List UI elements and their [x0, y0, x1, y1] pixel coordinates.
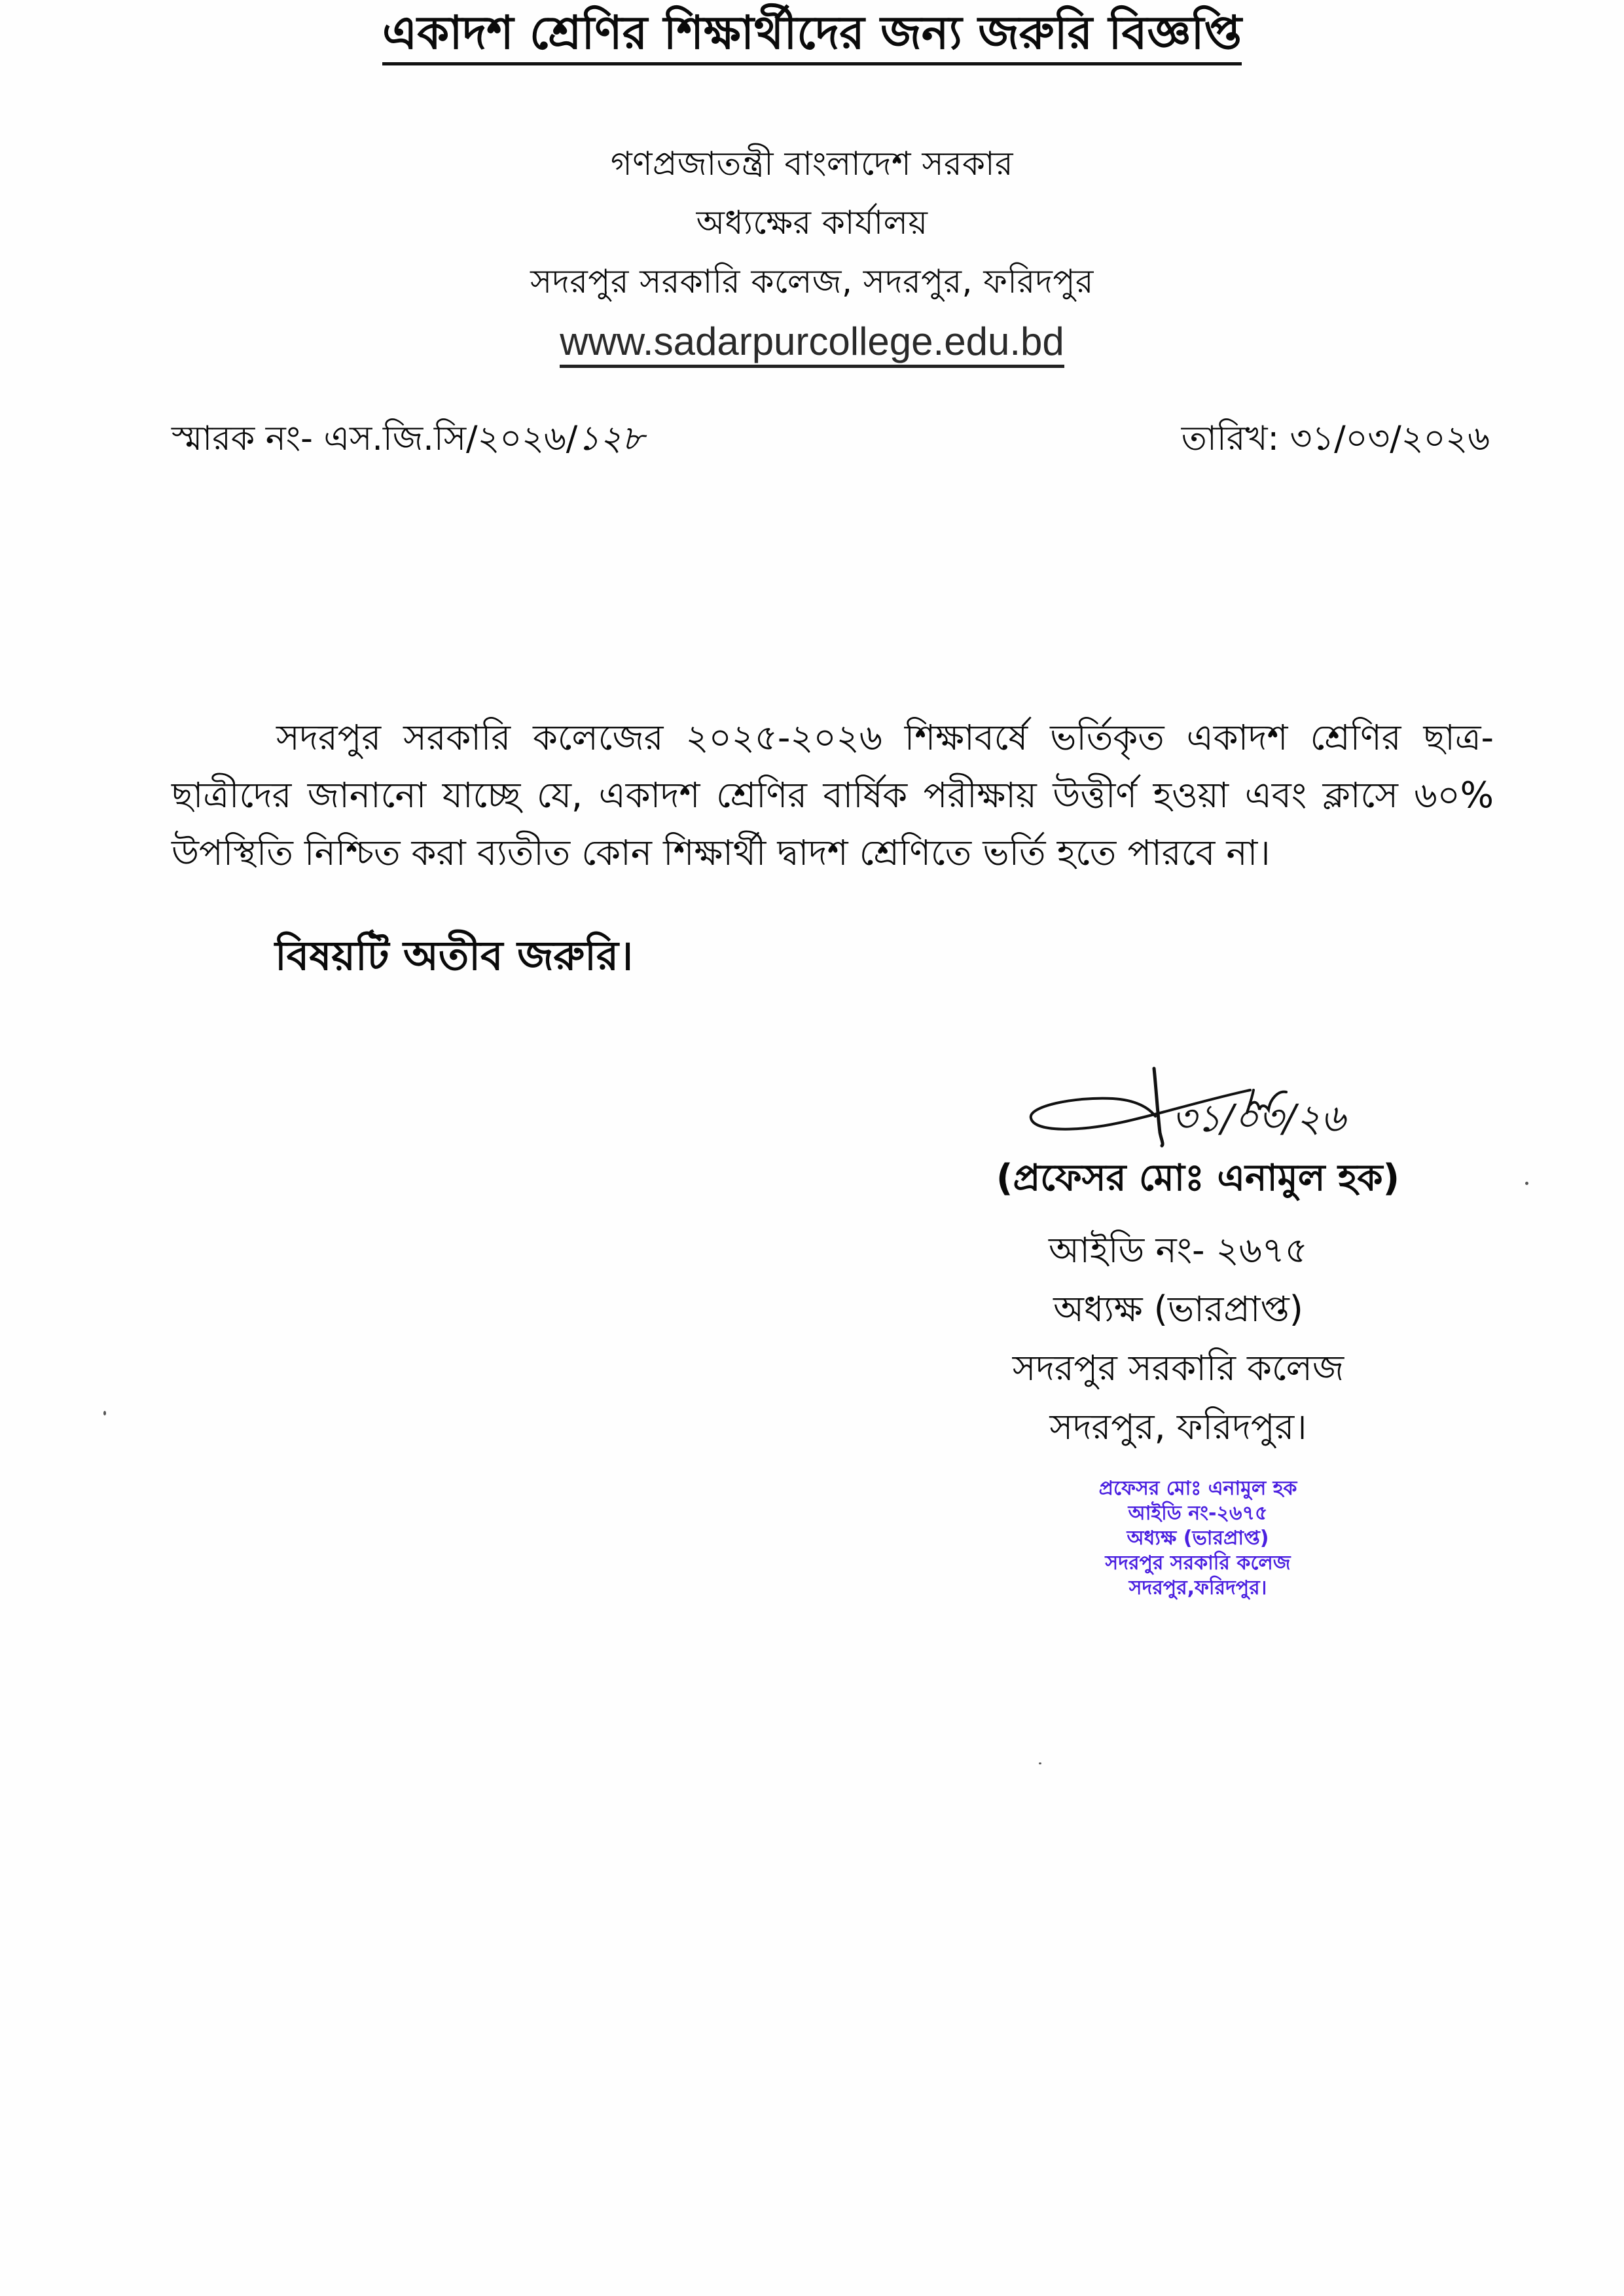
official-seal-stamp: [1021, 1476, 1375, 1601]
government-heading: গণপ্রজাতন্ত্রী বাংলাদেশ সরকার: [611, 145, 1013, 183]
office-heading: অধ্যক্ষের কার্যালয়: [696, 204, 928, 242]
urgency-statement: বিষয়টি অতীব জরুরি।: [275, 932, 634, 979]
notice-body: [171, 709, 1494, 882]
stamp-line: আইডি নং-২৬৭৫: [1128, 1502, 1268, 1525]
notice-title-container: [0, 0, 1624, 65]
memo-number-handwritten: ১২৮: [577, 419, 644, 458]
signatory-name: (প্রফেসর মোঃ এনামুল হক): [996, 1157, 1400, 1199]
signatory-designation: অধ্যক্ষ (ভারপ্রাপ্ত): [1053, 1288, 1303, 1330]
notice-body-text: সদরপুর সরকারি কলেজের ২০২৫-২০২৬ শিক্ষাবর্ষে ভর্তিকৃত একাদশ শ্রেণির ছাত্র-ছাত্রীদের জানানো যাচ্ছে যে, একাদশ শ্রেণির বার্ষিক পরীক্ষায় উত্তীর্ণ হওয়া এবং ক্লাসে ৬০% উপস্থিতি নিশ্চিত করা ব্যতীত কোন শিক্ষার্থী দ্বাদশ শ্রেণিতে ভর্তি হতে পারবে না।: [171, 717, 1494, 873]
stamp-line: প্রফেসর মোঃ এনামুল হক: [1098, 1477, 1297, 1500]
stamp-line: সদরপুর সরকারি কলেজ: [1105, 1552, 1291, 1575]
scan-speck: [103, 1411, 106, 1415]
website-link[interactable]: www.sadarpurcollege.edu.bd: [560, 319, 1064, 368]
scan-speck: [1525, 1182, 1528, 1185]
date-label: তারিখ:: [1181, 419, 1280, 458]
stamp-line: অধ্যক্ষ (ভারপ্রাপ্ত): [1127, 1527, 1269, 1550]
memo-number: [171, 414, 644, 464]
signatory-institution: সদরপুর সরকারি কলেজ: [1012, 1347, 1344, 1389]
memo-prefix: এস.জি.সি/২০২৬/: [323, 419, 578, 458]
institution-heading: সদরপুর সরকারি কলেজ, সদরপুর, ফরিদপুর: [530, 263, 1094, 301]
issue-date: [1182, 414, 1490, 464]
date-value: ৩১/০৩/২০২৬: [1290, 419, 1490, 458]
signatory-id: আইডি নং- ২৬৭৫: [1049, 1230, 1308, 1271]
notice-title: একাদশ শ্রেণির শিক্ষার্থীদের জন্য জরুরি বিজ্ঞপ্তি: [382, 6, 1242, 65]
memo-label: স্মারক নং-: [171, 419, 313, 458]
signatory-location: সদরপুর, ফরিদপুর।: [1049, 1406, 1307, 1448]
website-link-container: [0, 316, 1624, 368]
signature-handwritten-date: ৩১/০৩/২৬: [1172, 1096, 1346, 1140]
scan-speck: [1039, 1762, 1041, 1764]
stamp-line: সদরপুর,ফরিদপুর।: [1128, 1576, 1267, 1599]
